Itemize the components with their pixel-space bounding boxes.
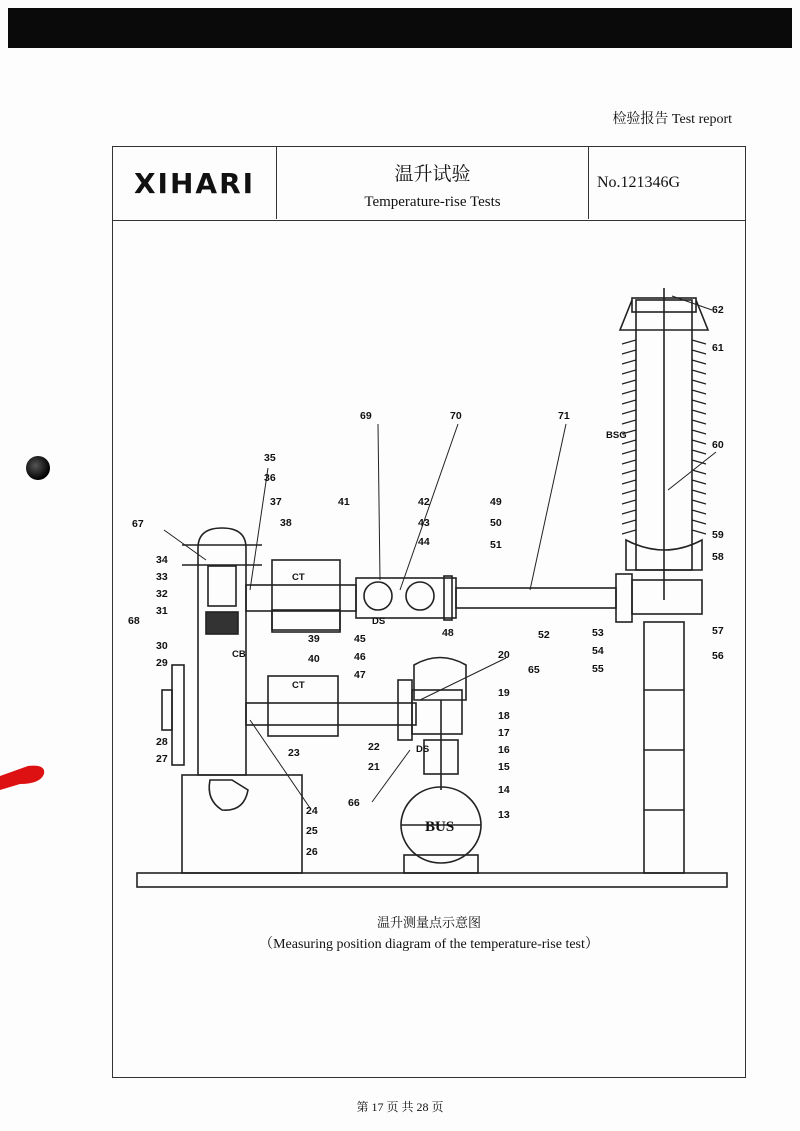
point-label: 20 bbox=[498, 649, 510, 661]
point-label: 58 bbox=[712, 551, 724, 563]
point-label: 31 bbox=[156, 605, 168, 617]
bus-tag: BUS bbox=[425, 819, 455, 835]
point-label: 37 bbox=[270, 496, 282, 508]
point-label: 53 bbox=[592, 627, 604, 639]
company-logo: XIHARI bbox=[113, 147, 277, 219]
point-label: 68 bbox=[128, 615, 140, 627]
point-label: 60 bbox=[712, 439, 724, 451]
caption-zh: 温升测量点示意图 bbox=[376, 915, 481, 930]
point-label: 39 bbox=[308, 633, 320, 645]
point-label: 26 bbox=[306, 846, 318, 858]
point-label: 42 bbox=[418, 496, 430, 508]
point-label: 41 bbox=[338, 496, 350, 508]
point-label: 46 bbox=[354, 651, 366, 663]
point-label: 45 bbox=[354, 633, 366, 645]
point-label: 59 bbox=[712, 529, 724, 541]
point-label: 47 bbox=[354, 669, 366, 681]
cb-tag: CB bbox=[232, 649, 246, 660]
point-label: 17 bbox=[498, 727, 510, 739]
point-label: 57 bbox=[712, 625, 724, 637]
point-label: 22 bbox=[368, 741, 380, 753]
point-label: 54 bbox=[592, 645, 604, 657]
point-label: 25 bbox=[306, 825, 318, 837]
point-label: 24 bbox=[306, 805, 318, 817]
point-label: 52 bbox=[538, 629, 550, 641]
page-footer: 第 17 页 共 28 页 bbox=[356, 1100, 444, 1114]
point-label: 70 bbox=[450, 410, 462, 422]
point-label: 50 bbox=[490, 517, 502, 529]
point-label: 55 bbox=[592, 663, 604, 675]
point-label: 38 bbox=[280, 517, 292, 529]
point-label: 48 bbox=[442, 627, 454, 639]
point-label: 51 bbox=[490, 539, 502, 551]
point-label: 16 bbox=[498, 744, 510, 756]
point-label: 65 bbox=[528, 664, 540, 676]
point-label: 30 bbox=[156, 640, 168, 652]
title-en: Temperature-rise Tests bbox=[364, 194, 501, 210]
ct-tag-lower: CT bbox=[292, 680, 305, 691]
point-label: 66 bbox=[348, 797, 360, 809]
point-label: 13 bbox=[498, 809, 510, 821]
point-label: 32 bbox=[156, 588, 168, 600]
point-label: 33 bbox=[156, 571, 168, 583]
point-label: 44 bbox=[418, 536, 430, 548]
point-label: 19 bbox=[498, 687, 510, 699]
point-label: 34 bbox=[156, 554, 168, 566]
point-label: 21 bbox=[368, 761, 380, 773]
point-label: 67 bbox=[132, 518, 144, 530]
point-label: 56 bbox=[712, 650, 724, 662]
title-zh: 温升试验 bbox=[394, 164, 471, 185]
point-label: 71 bbox=[558, 410, 570, 422]
point-label: 15 bbox=[498, 761, 510, 773]
point-label: 23 bbox=[288, 747, 300, 759]
report-number: No.121346G bbox=[597, 174, 681, 191]
report-label: 检验报告 Test report bbox=[612, 112, 732, 127]
point-label: 62 bbox=[712, 304, 724, 316]
ct-tag-upper: CT bbox=[292, 572, 305, 583]
point-label: 69 bbox=[360, 410, 372, 422]
point-label: 28 bbox=[156, 736, 168, 748]
point-label: 14 bbox=[498, 784, 510, 796]
point-label: 35 bbox=[264, 452, 276, 464]
point-label: 29 bbox=[156, 657, 168, 669]
point-label: 40 bbox=[308, 653, 320, 665]
point-label: 36 bbox=[264, 472, 276, 484]
point-label: 18 bbox=[498, 710, 510, 722]
point-label: 49 bbox=[490, 496, 502, 508]
ds-tag-upper: DS bbox=[372, 616, 386, 627]
bsg-tag: BSG bbox=[606, 430, 627, 441]
point-label: 27 bbox=[156, 753, 168, 765]
caption-en: （Measuring position diagram of the temperature-rise test） bbox=[259, 937, 599, 952]
point-label: 61 bbox=[712, 342, 724, 354]
point-label: 43 bbox=[418, 517, 430, 529]
ds-tag-lower: DS bbox=[416, 744, 430, 755]
